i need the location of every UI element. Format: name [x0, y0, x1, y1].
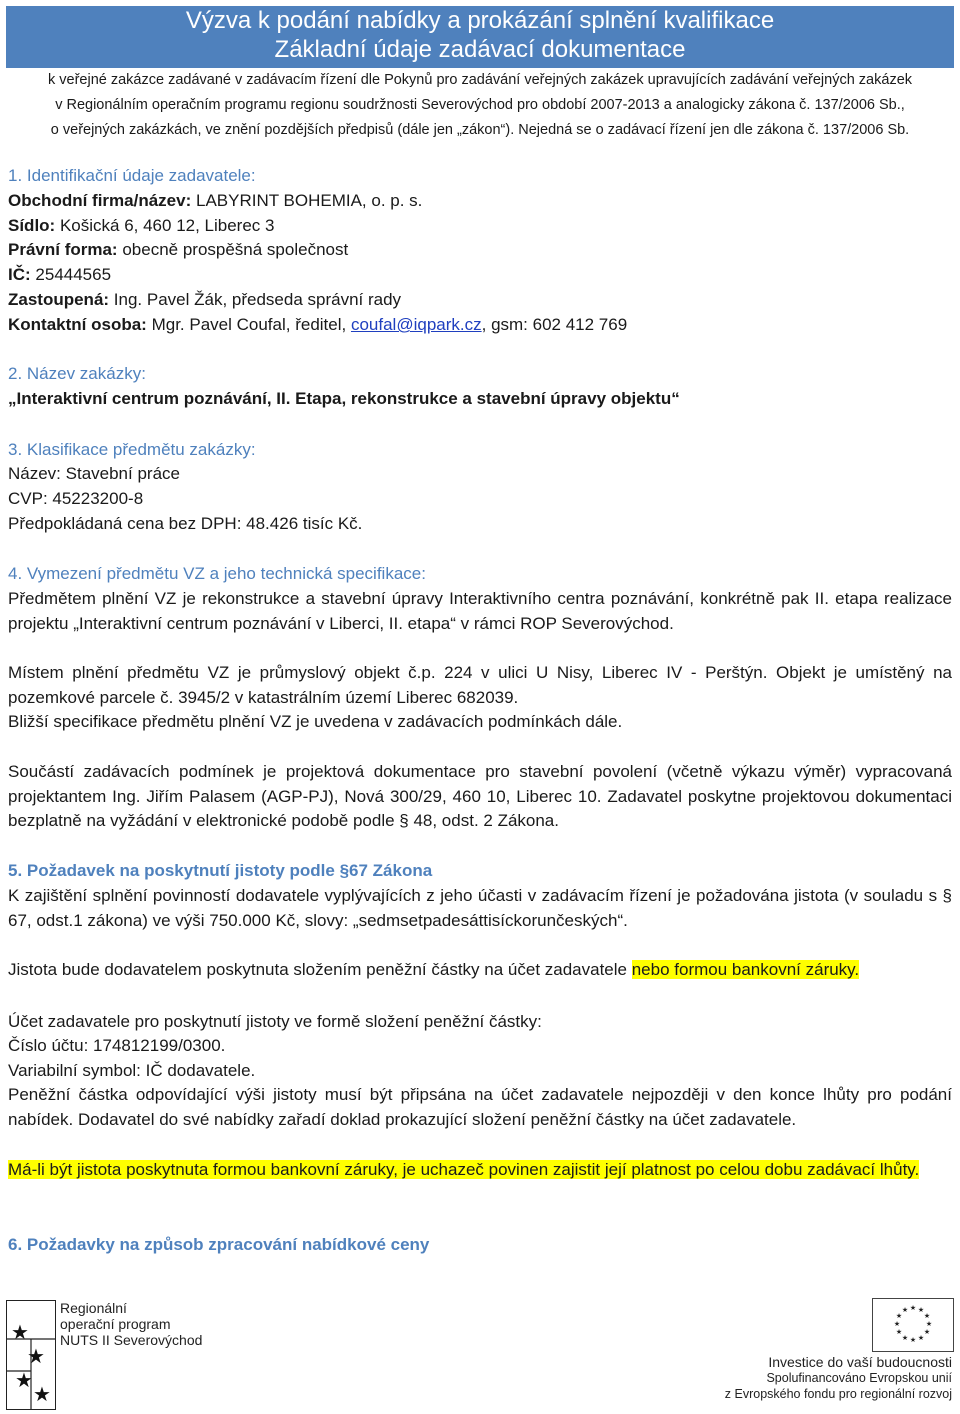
rop-logo-lines-icon	[7, 1301, 55, 1409]
svg-text:★: ★	[917, 1334, 925, 1342]
represented-row	[8, 288, 952, 312]
variable-symbol: Variabilní symbol: IČ dodavatele.	[8, 1061, 256, 1080]
svg-text:★: ★	[895, 1328, 903, 1336]
deposit-text: Jistota bude dodavatelem poskytnuta složením peněžní částky na účet zadavatele	[8, 960, 632, 979]
eu-logo-text	[725, 1354, 952, 1402]
represented-value: Ing. Pavel Žák, předseda správní rady	[113, 290, 402, 309]
star-icon: ★	[15, 1370, 33, 1392]
section-1-heading: 1. Identifikační údaje zadavatele:	[8, 166, 256, 185]
intro-line-1: k veřejné zakázce zadávané v zadávacím řízení dle Pokynů pro zadávání veřejných zakázek upravujících zadávání veřejných zakázek	[47, 72, 913, 88]
contact-phone: , gsm: 602 412 769	[481, 315, 628, 334]
svg-text:★: ★	[925, 1320, 933, 1328]
section-4-paragraph-2: Místem plnění předmětu VZ je průmyslový objekt č.p. 224 v ulici U Nisy, Liberec IV - Perštýn. Objekt je umístěný na pozemkové parcele č. 3945/2 v katastrálním území Liberec 682039.	[8, 663, 952, 707]
section-6-heading: 6. Požadavky na způsob zpracování nabídkové ceny	[8, 1235, 430, 1254]
deposit-highlight: nebo formou bankovní záruky.	[631, 960, 860, 979]
eu-flag-icon	[872, 1298, 954, 1352]
svg-text:★: ★	[893, 1320, 901, 1328]
section-4-paragraph-3: Bližší specifikace předmětu plnění VZ je uvedena v zadávacích podmínkách dále.	[8, 712, 623, 731]
star-icon: ★	[27, 1346, 45, 1368]
account-intro: Účet zadavatele pro poskytnutí jistoty ve formě složení peněžní částky:	[8, 1012, 542, 1031]
classification-cpv: CVP: 45223200-8	[8, 489, 144, 508]
contact-value: Mgr. Pavel Coufal, ředitel,	[151, 315, 347, 334]
rop-text-line-2: operační program	[60, 1316, 171, 1332]
document-subtitle: Základní údaje zadávací dokumentace	[274, 36, 686, 63]
svg-text:★: ★	[895, 1312, 903, 1320]
svg-text:★: ★	[923, 1312, 931, 1320]
title-banner	[6, 6, 954, 68]
rop-text-line-3: NUTS II Severovýchod	[60, 1332, 203, 1348]
rop-logo	[6, 1300, 56, 1410]
account-number: Číslo účtu: 174812199/0300.	[8, 1036, 226, 1055]
intro-line-2: v Regionálním operačním programu regionu soudržnosti Severovýchod pro období 2007-2013 a analogicky zákona č. 137/2006 Sb.,	[55, 97, 905, 113]
firm-label: Obchodní firma/název:	[8, 191, 192, 210]
firm-value: LABYRINT BOHEMIA, o. p. s.	[195, 191, 423, 210]
estimated-price: Předpokládaná cena bez DPH: 48.426 tisíc Kč.	[8, 514, 363, 533]
ic-row	[8, 263, 952, 287]
svg-text:★: ★	[901, 1334, 909, 1342]
legal-form-value: obecně prospěšná společnost	[122, 240, 349, 259]
legal-form-row	[8, 238, 952, 262]
eu-text-line-1: Investice do vaší budoucnosti	[768, 1354, 952, 1370]
guarantee-highlight: Má-li být jistota poskytnuta formou bankovní záruky, je uchazeč povinen zajistit její platnost po celou dobu zadávací lhůty.	[8, 1160, 920, 1179]
svg-text:★: ★	[917, 1306, 925, 1314]
ic-label: IČ:	[8, 265, 31, 284]
section-2-heading: 2. Název zakázky:	[8, 364, 146, 383]
eu-text-line-2: Spolufinancováno Evropskou unií	[766, 1371, 952, 1385]
section-5-paragraph-2	[8, 958, 952, 983]
classification-name: Název: Stavební práce	[8, 464, 180, 483]
svg-text:★: ★	[909, 1304, 917, 1312]
contact-label: Kontaktní osoba:	[8, 315, 147, 334]
section-4-paragraph-4: Součástí zadávacích podmínek je projektová dokumentace pro stavební povolení (včetně výkazu výměr) vypracovaná projektantem Ing. Jiřím Palasem (AGP-PJ), Nová 300/29, 460 10, Liberec 10. Zadavatel poskytne projektovou dokumentaci bezplatně na vyžádání v elektronické podobě podle § 48, odst. 2 Zákona.	[8, 762, 952, 831]
section-3-heading: 3. Klasifikace předmětu zakázky:	[8, 440, 256, 459]
svg-text:★: ★	[901, 1306, 909, 1314]
seat-label: Sídlo:	[8, 216, 56, 235]
represented-label: Zastoupená:	[8, 290, 110, 309]
intro-line-3: o veřejných zakázkách, ve znění pozdějších předpisů (dále jen „zákon“). Nejedná se o zadávací řízení jen dle zákona č. 137/2006 Sb.	[50, 122, 910, 138]
contact-row	[8, 313, 952, 337]
ic-value: 25444565	[35, 265, 112, 284]
section-4-heading: 4. Vymezení předmětu VZ a jeho technická specifikace:	[8, 564, 426, 583]
star-icon: ★	[33, 1384, 51, 1406]
svg-text:★: ★	[923, 1328, 931, 1336]
firm-row	[8, 189, 952, 213]
seat-row	[8, 214, 952, 238]
contract-title: „Interaktivní centrum poznávání, II. Etapa, rekonstrukce a stavební úpravy objektu“	[8, 389, 680, 408]
contact-email-link[interactable]: coufal@iqpark.cz	[350, 315, 482, 334]
section-5-paragraph-3: Peněžní částka odpovídající výši jistoty musí být připsána na účet zadavatele nejpozději v den konce lhůty pro podání nabídek. Dodavatel do své nabídky zařadí doklad prokazující složení peněžní částky na účet zadavatele.	[8, 1085, 952, 1129]
rop-text-line-1: Regionální	[60, 1300, 127, 1316]
star-icon: ★	[11, 1322, 29, 1344]
eu-text-line-3: z Evropského fondu pro regionální rozvoj	[724, 1387, 952, 1401]
section-5-heading: 5. Požadavek na poskytnutí jistoty podle §67 Zákona	[8, 861, 433, 880]
section-5-paragraph-4	[8, 1158, 952, 1183]
rop-logo-text	[60, 1300, 202, 1348]
seat-value: Košická 6, 460 12, Liberec 3	[59, 216, 275, 235]
footer-logos	[0, 1290, 960, 1414]
svg-text:★: ★	[909, 1336, 917, 1344]
document-title: Výzva k podání nabídky a prokázání splnění kvalifikace	[185, 7, 775, 34]
section-5-paragraph-1: K zajištění splnění povinností dodavatele vyplývajících z jeho účasti v zadávacím řízení je požadována jistota (v souladu s § 67, odst.1 zákona) ve výši 750.000 Kč, slovy: „sedmsetpadesáttisíckorunčeských“.	[8, 886, 952, 930]
section-4-paragraph-1: Předmětem plnění VZ je rekonstrukce a stavební úpravy Interaktivního centra poznávání, konkrétně pak II. etapa realizace projektu „Interaktivní centrum poznávání v Liberci, II. etapa“ v rámci ROP Severovýchod.	[8, 589, 952, 633]
legal-form-label: Právní forma:	[8, 240, 118, 259]
